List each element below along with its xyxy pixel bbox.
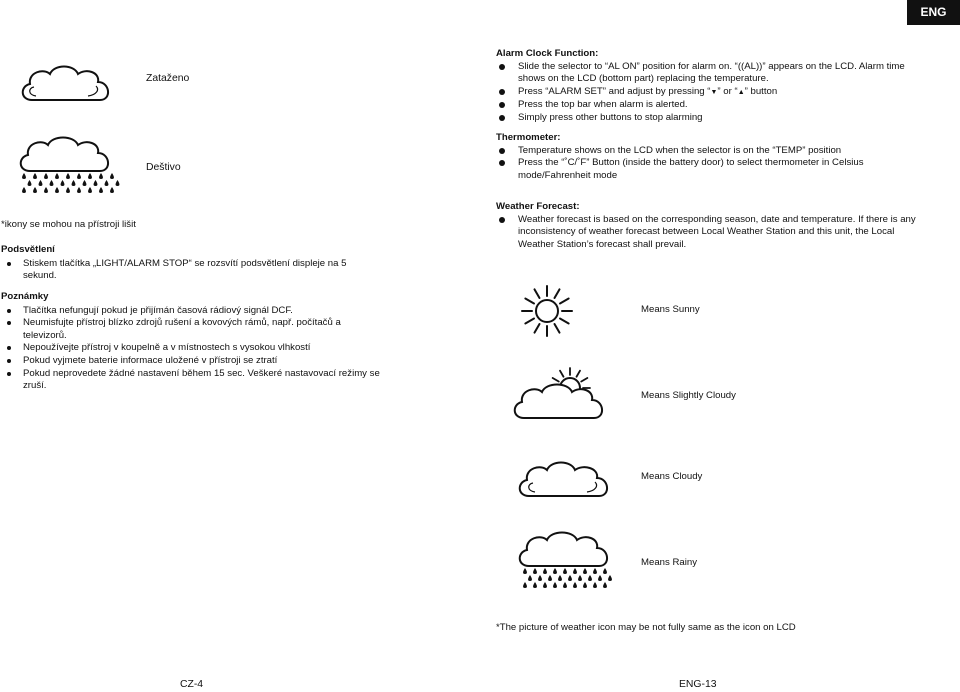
sun-ray xyxy=(535,289,540,298)
rain-drop xyxy=(61,180,65,186)
rain-drop xyxy=(553,582,557,588)
notes-item: Neumisfujte přístroj blízko zdrojů rušení a kovových rámů, např. počítačů a televizorů. xyxy=(1,317,383,342)
sun-ray xyxy=(560,299,569,304)
rain-drop xyxy=(33,173,37,179)
up-arrow-icon: ▲ xyxy=(737,88,745,96)
rain-drop xyxy=(110,187,114,193)
forecast-item: Weather forecast is based on the corresponding season, date and temperature. If there is any inconsistency of weather forecast between Local Weather Station and this unit, the Local Weather Station’s forecast shall prevail. xyxy=(496,214,916,252)
alarm-item: Press the top bar when alarm is alerted. xyxy=(496,99,916,112)
rain-drop xyxy=(573,568,577,574)
rain-drop xyxy=(543,568,547,574)
rain-drop xyxy=(88,173,92,179)
thermometer-title: Thermometer: xyxy=(496,132,561,143)
rain-drop xyxy=(533,568,537,574)
thermometer-item: Press the “˚C/˚F” Button (inside the battery door) to select thermometer in Celsius mode/Fahrenheit mode xyxy=(496,157,916,182)
rain-drop xyxy=(573,582,577,588)
page-number-cz: CZ-4 xyxy=(180,679,204,690)
sun-ray xyxy=(555,289,560,298)
notes-item: Pokud neprovedete žádné nastavení během 15 sec. Veškeré nastavovací režimy se zruší. xyxy=(1,368,383,393)
sun-ray xyxy=(525,299,534,304)
rain-drop xyxy=(523,568,527,574)
sun-ray xyxy=(535,324,540,333)
rain-drop xyxy=(583,568,587,574)
rain-drop xyxy=(99,187,103,193)
rain-drop xyxy=(72,180,76,186)
icon-note-cz: *ikony se mohou na přístroji lišit xyxy=(1,219,136,230)
rain-drop xyxy=(77,187,81,193)
rain-drop xyxy=(563,582,567,588)
rain-drop xyxy=(83,180,87,186)
rain-drop xyxy=(94,180,98,186)
sun-ray xyxy=(581,378,587,382)
notes-item: Pokud vyjmete baterie informace uložené v přístroji se ztratí xyxy=(1,355,383,368)
rain-drop xyxy=(583,582,587,588)
forecast-section xyxy=(496,201,916,251)
rain-drop xyxy=(578,575,582,581)
cloud-icon xyxy=(515,458,619,500)
rain-drop xyxy=(568,575,572,581)
alarm-title: Alarm Clock Function: xyxy=(496,48,599,59)
rain-drop xyxy=(593,582,597,588)
notes-title: Poznámky xyxy=(1,291,49,302)
icon-label-rainy: Deštivo xyxy=(146,162,181,173)
legend-sunny: Means Sunny xyxy=(641,304,700,315)
rain-drop xyxy=(55,187,59,193)
rainy-icon xyxy=(16,135,126,195)
thermometer-item: Temperature shows on the LCD when the selector is on the “TEMP” position xyxy=(496,145,916,158)
rain-drop xyxy=(39,180,43,186)
page-number-eng: ENG-13 xyxy=(679,679,717,690)
backlight-title: Podsvětlení xyxy=(1,244,55,255)
rain-drop xyxy=(543,582,547,588)
forecast-title: Weather Forecast: xyxy=(496,201,580,212)
rain-drop xyxy=(553,568,557,574)
rain-drop xyxy=(28,180,32,186)
rain-cloud-icon xyxy=(515,530,625,590)
thermometer-section xyxy=(496,132,916,182)
rain-drop xyxy=(44,173,48,179)
rain-drop xyxy=(66,187,70,193)
rain-drop xyxy=(603,582,607,588)
rain-drop xyxy=(44,187,48,193)
language-tab: ENG xyxy=(907,0,960,25)
rain-drop xyxy=(110,173,114,179)
sun-ray xyxy=(577,371,581,377)
alarm-item: Slide the selector to “AL ON” position for alarm on. “((AL))” appears on the LCD. Alarm time shows on the LCD (bottom part) replacing the temperature. xyxy=(496,61,916,86)
rain-drop xyxy=(538,575,542,581)
rain-drop xyxy=(22,187,26,193)
rain-drop xyxy=(50,180,54,186)
alarm-item-text: ” or “ xyxy=(717,85,738,97)
sun-ray xyxy=(560,371,564,377)
rain-drop xyxy=(533,582,537,588)
rain-drop xyxy=(608,575,612,581)
rain-drop xyxy=(558,575,562,581)
rain-drop xyxy=(105,180,109,186)
rain-drop xyxy=(99,173,103,179)
sun-ray xyxy=(525,319,534,324)
alarm-item xyxy=(496,86,916,100)
rain-drop xyxy=(22,173,26,179)
rain-drop xyxy=(88,187,92,193)
rain-drop xyxy=(598,575,602,581)
backlight-item: Stiskem tlačítka „LIGHT/ALARM STOP“ se rozsvítí podsvětlení displeje na 5 sekund. xyxy=(1,258,381,283)
alarm-item: Simply press other buttons to stop alarming xyxy=(496,112,916,125)
icon-label-cloudy: Zataženo xyxy=(146,73,190,84)
sun-ray xyxy=(555,324,560,333)
sun-cloud-icon xyxy=(510,368,620,428)
alarm-section xyxy=(496,48,916,125)
legend-cloudy: Means Cloudy xyxy=(641,471,703,482)
icon-note-eng: *The picture of weather icon may be not fully same as the icon on LCD xyxy=(496,622,796,633)
rain-drop xyxy=(77,173,81,179)
notes-item: Nepoužívejte přístroj v koupelně a v místnostech s vysokou vlhkostí xyxy=(1,342,383,355)
rain-drop xyxy=(588,575,592,581)
rain-drop xyxy=(33,187,37,193)
legend-slightly-cloudy: Means Slightly Cloudy xyxy=(641,390,736,401)
down-arrow-icon: ▼ xyxy=(710,88,718,96)
rain-drop xyxy=(116,180,120,186)
backlight-section xyxy=(1,244,381,283)
rain-drop xyxy=(603,568,607,574)
rain-drop xyxy=(593,568,597,574)
rain-drop xyxy=(55,173,59,179)
rain-drop xyxy=(66,173,70,179)
sun-ray xyxy=(553,378,559,382)
cloudy-icon xyxy=(18,62,118,106)
sun-icon xyxy=(520,284,574,338)
rain-drop xyxy=(528,575,532,581)
alarm-item-text: ” button xyxy=(744,85,778,97)
rain-drop xyxy=(523,582,527,588)
notes-section xyxy=(1,291,383,393)
legend-rainy: Means Rainy xyxy=(641,557,697,568)
alarm-item-text: Press “ALARM SET” and adjust by pressing “ xyxy=(518,85,711,97)
rain-drop xyxy=(548,575,552,581)
sun-ray xyxy=(560,319,569,324)
rain-drop xyxy=(563,568,567,574)
notes-item: Tlačítka nefungují pokud je přijímán časová rádiový signál DCF. xyxy=(1,305,383,318)
